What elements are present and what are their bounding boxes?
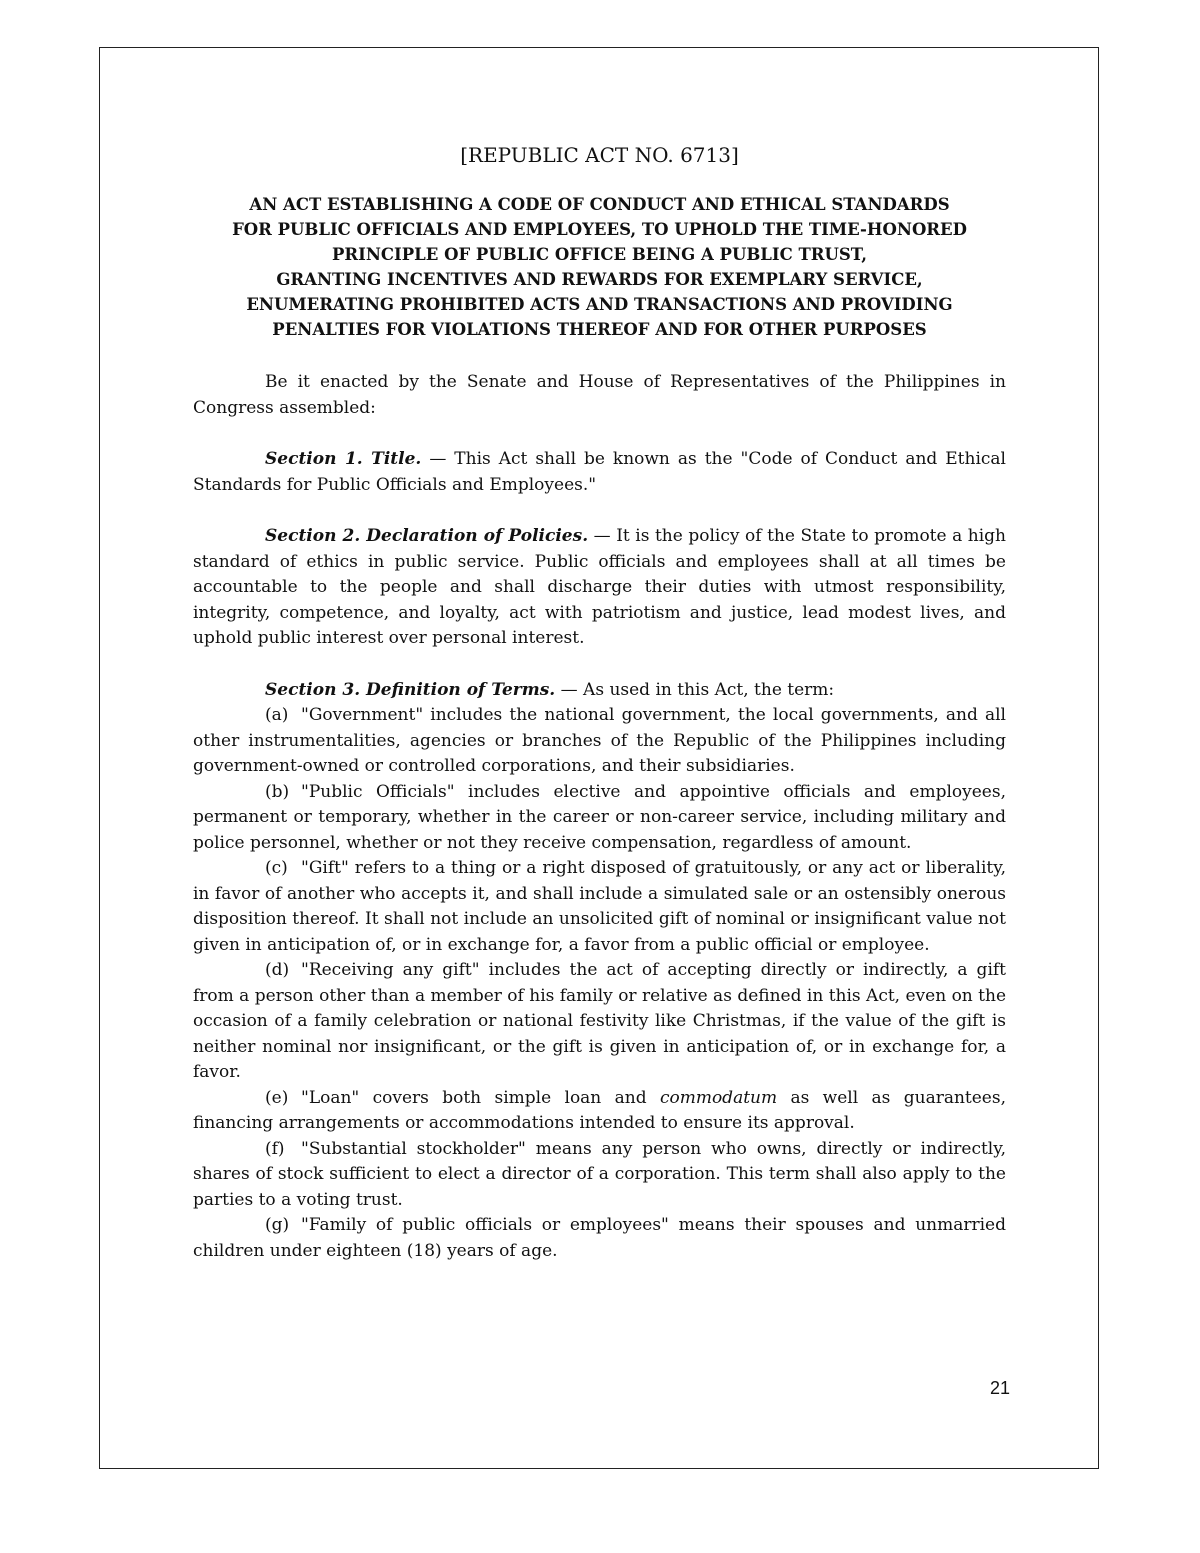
- item-text: "Family of public officials or employees" means their spouses and unmarried children under eighteen (18) years of age.: [193, 1215, 1006, 1261]
- title-line: ENUMERATING PROHIBITED ACTS AND TRANSACTIONS AND PROVIDING: [246, 295, 953, 314]
- definition-item-a: [193, 703, 1006, 780]
- section-1-heading: Section 1. Title.: [265, 449, 422, 469]
- definition-item-d: [193, 958, 1006, 1086]
- section-3-heading: Section 3. Definition of Terms.: [265, 679, 556, 700]
- definition-item-f: [193, 1137, 1006, 1214]
- definition-item-g: [193, 1213, 1006, 1264]
- item-text: "Public Officials" includes elective and appointive officials and employees, permanent or temporary, whether in the career or non-career service, including military and police personnel, whether or not they receive compensation, regardless of amount.: [193, 781, 1006, 853]
- title-line: PENALTIES FOR VIOLATIONS THEREOF AND FOR OTHER PURPOSES: [272, 320, 927, 339]
- item-text: "Gift" refers to a thing or a right disposed of gratuitously, or any act or liberality, in favor of another who accepts it, and shall include a simulated sale or an ostensibly onerous disposition thereof. It shall not include an unsolicited gift of nominal or insignificant value not given in anticipation of, or in exchange for, a favor from a public official or employee.: [193, 858, 1006, 955]
- item-text: "Government" includes the national government, the local governments, and all other instrumentalities, agencies or branches of the Republic of the Philippines including government-owned or controlled corporations, and their subsidiaries.: [193, 705, 1006, 776]
- act-title: [193, 192, 1006, 342]
- section-1: [193, 447, 1006, 498]
- item-label: (g): [265, 1215, 290, 1235]
- definition-item-b: [193, 780, 1006, 857]
- title-line: FOR PUBLIC OFFICIALS AND EMPLOYEES, TO UPHOLD THE TIME-HONORED: [232, 220, 967, 239]
- definition-item-e: [193, 1086, 1006, 1137]
- item-label: (f): [265, 1138, 285, 1159]
- section-2-heading: Section 2. Declaration of Policies.: [265, 526, 589, 546]
- title-line: GRANTING INCENTIVES AND REWARDS FOR EXEMPLARY SERVICE,: [276, 270, 923, 289]
- item-text-italic: commodatum: [659, 1087, 778, 1108]
- item-label: (d): [265, 960, 290, 980]
- item-label: (e): [265, 1087, 289, 1108]
- title-line: PRINCIPLE OF PUBLIC OFFICE BEING A PUBLIC TRUST,: [332, 245, 867, 264]
- page-number: 21: [990, 1378, 1011, 1398]
- section-2: [193, 524, 1006, 652]
- item-text: as well as guarantees, financing arrangements or accommodations intended to ensure its approval.: [193, 1087, 1006, 1133]
- definition-item-c: [193, 856, 1006, 958]
- item-label: (a): [265, 705, 289, 725]
- item-text: "Loan" covers both simple loan and: [301, 1087, 660, 1108]
- section-1-text: — This Act shall be known as the "Code of Conduct and Ethical Standards for Public Officials and Employees.": [193, 449, 1006, 495]
- act-number: [REPUBLIC ACT NO. 6713]: [460, 143, 739, 167]
- section-3: [193, 678, 1006, 704]
- section-2-text: — It is the policy of the State to promote a high standard of ethics in public service. Public officials and employees shall at all times be accountable to the people and shall discharge their duties with utmost responsibility, integrity, competence, and loyalty, act with patriotism and justice, lead modest lives, and uphold public interest over personal interest.: [193, 526, 1006, 648]
- document-body: [193, 140, 1006, 1264]
- enacting-clause: Be it enacted by the Senate and House of Representatives of the Philippines in Congress assembled:: [193, 372, 1006, 418]
- item-text: "Receiving any gift" includes the act of accepting directly or indirectly, a gift from a person other than a member of his family or relative as defined in this Act, even on the occasion of a family celebration or national festivity like Christmas, if the value of the gift is neither nominal nor insignificant, or the gift is given in anticipation of, or in exchange for, a favor.: [193, 960, 1006, 1082]
- item-label: (c): [265, 858, 288, 878]
- item-text: "Substantial stockholder" means any person who owns, directly or indirectly, shares of stock sufficient to elect a director of a corporation. This term shall also apply to the parties to a voting trust.: [193, 1138, 1006, 1210]
- title-line: AN ACT ESTABLISHING A CODE OF CONDUCT AND ETHICAL STANDARDS: [249, 195, 950, 214]
- item-label: (b): [265, 781, 290, 802]
- section-3-text: — As used in this Act, the term:: [555, 679, 835, 700]
